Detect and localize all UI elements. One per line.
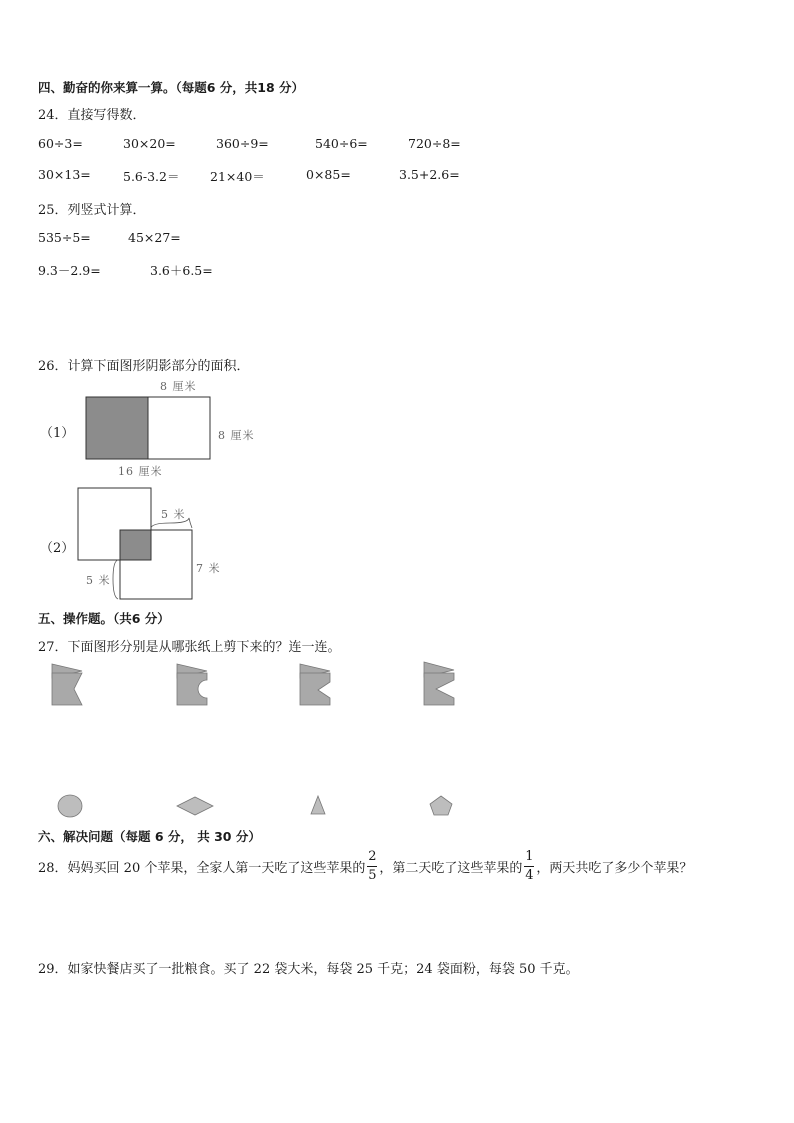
dimension-label: 5 米	[86, 574, 111, 587]
equation: 720÷8=	[408, 136, 461, 151]
equation: 3.6＋6.5=	[150, 263, 213, 278]
fraction-two-fifths	[367, 850, 377, 882]
dimension-label: 8 厘米	[160, 380, 197, 393]
equation: 0×85=	[306, 167, 351, 182]
equation: 21×40＝	[210, 169, 265, 184]
dimension-label: 7 米	[196, 562, 221, 575]
section-6-heading: 六、解决问题（每题 6 分， 共 30 分）	[38, 829, 261, 844]
equation: 535÷5=	[38, 230, 91, 245]
question-28	[38, 847, 692, 885]
folded-paper-semicircle-icon	[177, 664, 207, 705]
dimension-label: 8 厘米	[218, 429, 255, 442]
folded-paper-zigzag-icon	[52, 664, 82, 705]
question-24-label: 24．直接写得数．	[38, 108, 146, 123]
question-25-label: 25．列竖式计算．	[38, 203, 146, 218]
equation: 30×20=	[123, 136, 176, 151]
fraction-denominator: 5	[368, 867, 377, 883]
question-29: 29．如家快餐店买了一批粮食。买了 22 袋大米，每袋 25 千克；24 袋面粉，每袋 50 千克。	[38, 962, 579, 977]
q28-text-part1: 28．妈妈买回 20 个苹果，全家人第一天吃了这些苹果的	[38, 860, 366, 876]
equation: 540÷6=	[315, 136, 368, 151]
equation: 60÷3=	[38, 136, 83, 151]
dimension-label: 16 厘米	[118, 465, 163, 478]
equation: 3.5+2.6=	[399, 167, 460, 182]
question-26-label: 26．计算下面图形阴影部分的面积．	[38, 359, 250, 374]
fraction-numerator: 2	[368, 848, 377, 864]
figure-tag: （2）	[40, 541, 75, 556]
circle-icon	[58, 795, 82, 817]
rhombus-icon	[177, 797, 213, 815]
pentagon-icon	[430, 796, 452, 815]
q28-text-part2: ，第二天吃了这些苹果的	[379, 860, 523, 876]
section-5-heading: 五、操作题。（共6 分）	[38, 611, 170, 626]
fraction-numerator: 1	[525, 848, 534, 864]
equation: 360÷9=	[216, 136, 269, 151]
figure-tag: （1）	[40, 426, 75, 441]
fraction-denominator: 4	[525, 867, 534, 883]
equation: 5.6-3.2＝	[123, 169, 180, 184]
section-4-heading: 四、勤奋的你来算一算。（每题6 分，共18 分）	[38, 80, 305, 95]
equation: 9.3－2.9=	[38, 263, 101, 278]
dimension-label: 5 米	[161, 508, 186, 521]
triangle-icon	[311, 796, 325, 814]
equation: 30×13=	[38, 167, 91, 182]
folded-paper-triangle-icon	[424, 662, 454, 705]
question-27-label: 27．下面图形分别是从哪张纸上剪下来的？连一连。	[38, 640, 341, 655]
fraction-one-quarter	[524, 850, 534, 882]
q28-text-part3: ，两天共吃了多少个苹果？	[536, 860, 693, 876]
folded-paper-notch-icon	[300, 664, 330, 705]
equation: 45×27=	[128, 230, 181, 245]
